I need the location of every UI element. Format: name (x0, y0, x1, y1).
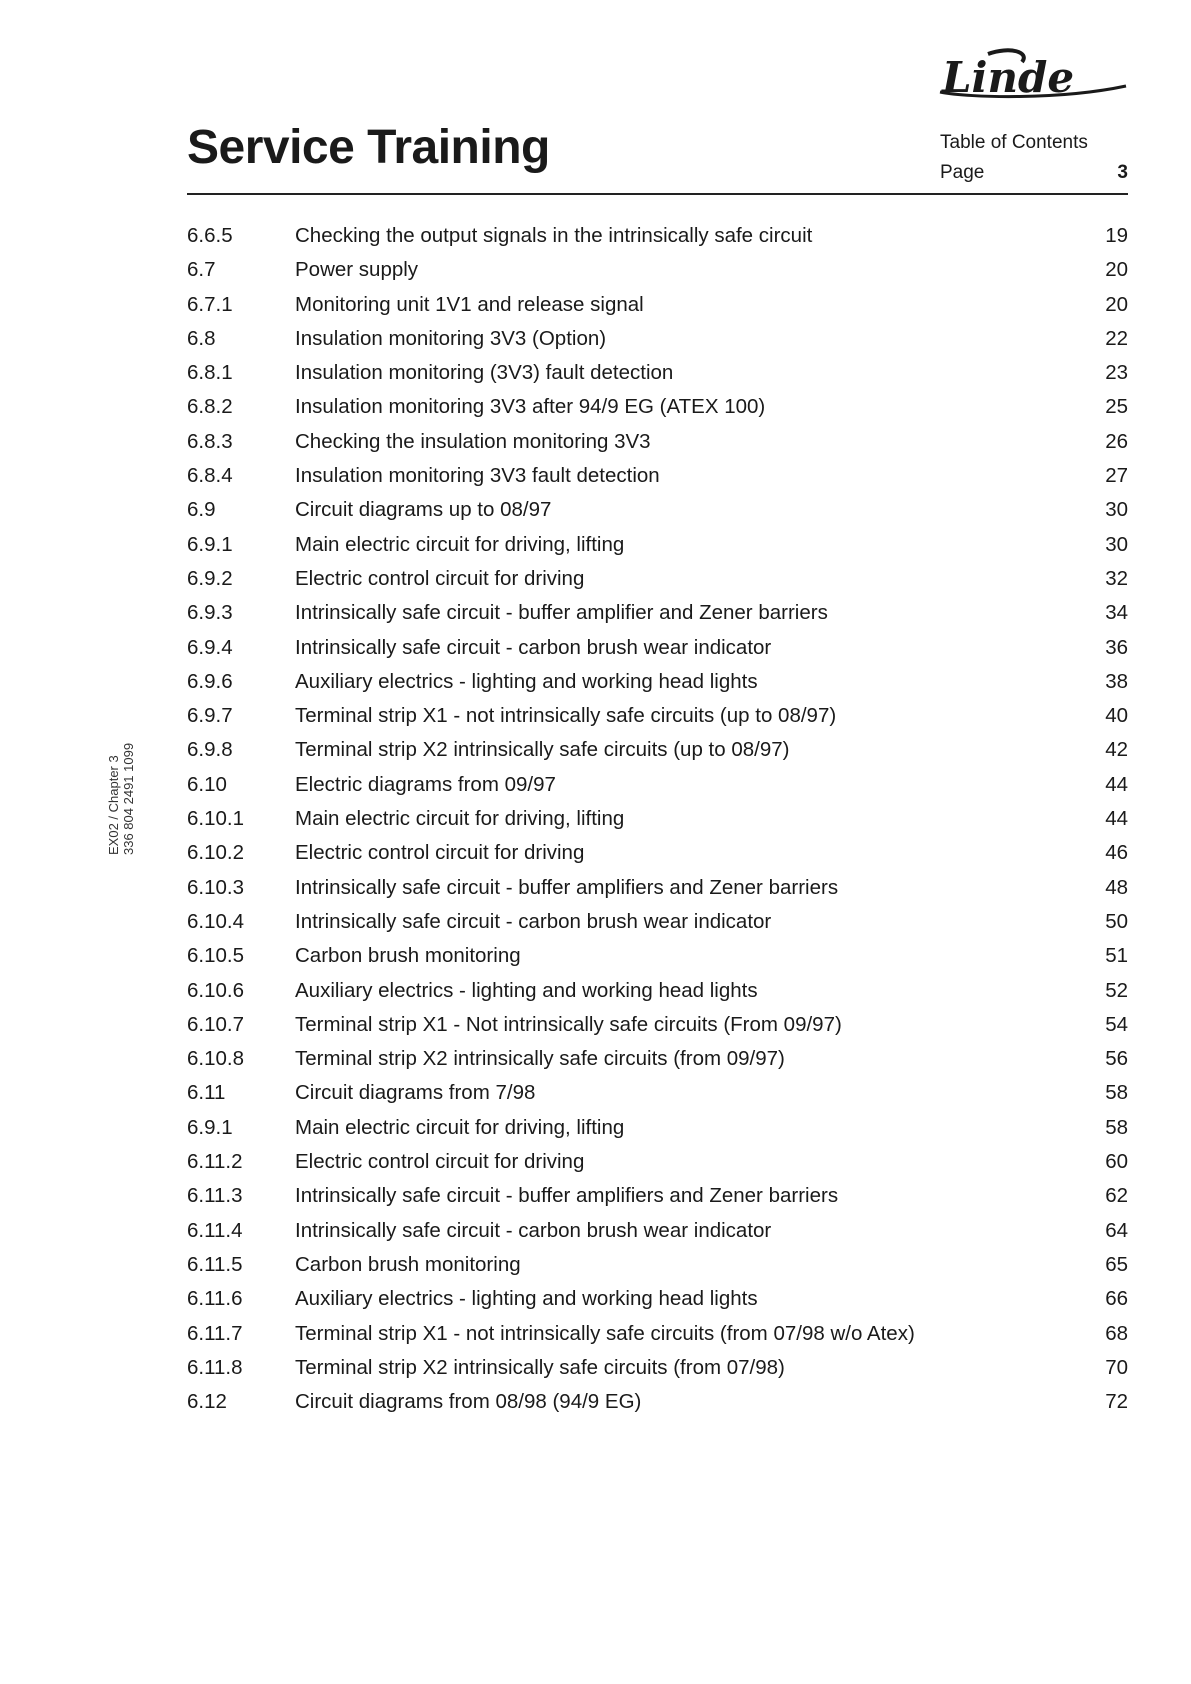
toc-entry-page: 68 (1105, 1321, 1128, 1345)
toc-entry-page: 50 (1105, 909, 1128, 933)
toc-entry-number: 6.9.3 (187, 601, 233, 625)
toc-entry-number: 6.9.6 (187, 669, 233, 693)
toc-entry (187, 910, 1128, 944)
toc-entry-number: 6.8 (187, 326, 216, 350)
toc-entry-number: 6.10.2 (187, 841, 244, 865)
side-note-line-2: 336 804 2491 1099 (121, 742, 136, 855)
toc-entry (187, 1047, 1128, 1081)
toc-entry-title: Electric control circuit for driving (295, 1150, 585, 1174)
toc-entry-page: 60 (1105, 1150, 1128, 1174)
toc-entry-page: 27 (1105, 464, 1128, 488)
toc-entry (187, 361, 1128, 395)
toc-entry (187, 876, 1128, 910)
toc-entry-page: 52 (1105, 978, 1128, 1002)
toc-entry-page: 58 (1105, 1081, 1128, 1105)
toc-entry-page: 58 (1105, 1115, 1128, 1139)
toc-entry-title: Intrinsically safe circuit - buffer amplifiers and Zener barriers (295, 1184, 839, 1208)
toc-entry-title: Circuit diagrams from 08/98 (94/9 EG) (295, 1390, 642, 1414)
toc-entry-page: 40 (1105, 704, 1128, 728)
side-note (106, 743, 136, 855)
toc-entry-title: Intrinsically safe circuit - buffer amplifiers and Zener barriers (295, 875, 839, 899)
toc-entry-number: 6.12 (187, 1390, 227, 1414)
toc-entry-number: 6.8.2 (187, 395, 233, 419)
toc-entry-title: Insulation monitoring 3V3 after 94/9 EG (ATEX 100) (295, 395, 766, 419)
toc-entry-number: 6.9 (187, 498, 216, 522)
toc-entry-number: 6.11.5 (187, 1252, 243, 1276)
toc-entry (187, 224, 1128, 258)
toc-entry (187, 1116, 1128, 1150)
toc-entry-number: 6.11 (187, 1081, 226, 1105)
toc-entry (187, 1287, 1128, 1321)
toc-entry-title: Terminal strip X1 - not intrinsically safe circuits (up to 08/97) (295, 704, 837, 728)
toc-entry (187, 1390, 1128, 1424)
toc-entry (187, 327, 1128, 361)
toc-entry (187, 1253, 1128, 1287)
toc-entry-title: Electric control circuit for driving (295, 841, 585, 865)
section-label: Table of Contents (940, 132, 1088, 153)
toc-entry-number: 6.10.6 (187, 978, 244, 1002)
toc-entry-title: Main electric circuit for driving, lifting (295, 807, 625, 831)
toc-entry-title: Intrinsically safe circuit - carbon brush wear indicator (295, 635, 772, 659)
toc-entry (187, 430, 1128, 464)
toc-entry-page: 46 (1105, 841, 1128, 865)
toc-entry-number: 6.8.3 (187, 429, 233, 453)
page-indicator (940, 162, 1128, 184)
toc-entry-title: Auxiliary electrics - lighting and working head lights (295, 669, 758, 693)
toc-entry (187, 293, 1128, 327)
toc-entry-page: 48 (1105, 875, 1128, 899)
toc-entry-page: 70 (1105, 1355, 1128, 1379)
toc-entry-number: 6.6.5 (187, 224, 233, 247)
side-note-line-1: EX02 / Chapter 3 (106, 755, 121, 855)
toc-entry-page: 64 (1105, 1218, 1128, 1242)
toc-entry-page: 42 (1105, 738, 1128, 762)
toc-entry-page: 65 (1105, 1252, 1128, 1276)
toc-entry-number: 6.11.4 (187, 1218, 243, 1242)
toc-entry-title: Main electric circuit for driving, lifting (295, 1115, 625, 1139)
toc-entry (187, 807, 1128, 841)
toc-entry-page: 26 (1105, 429, 1128, 453)
toc-entry-title: Carbon brush monitoring (295, 944, 521, 968)
toc-entry-page: 30 (1105, 532, 1128, 556)
toc-entry-page: 23 (1105, 361, 1128, 385)
toc-entry-title: Intrinsically safe circuit - buffer amplifier and Zener barriers (295, 601, 828, 625)
toc-entry-title: Carbon brush monitoring (295, 1252, 521, 1276)
toc-entry-number: 6.11.2 (187, 1150, 243, 1174)
toc-entry-title: Electric diagrams from 09/97 (295, 772, 556, 796)
header-divider (187, 193, 1128, 195)
toc-entry-title: Terminal strip X1 - not intrinsically safe circuits (from 07/98 w/o Atex) (295, 1321, 915, 1345)
page-title: Service Training (187, 121, 550, 174)
toc-entry-number: 6.9.8 (187, 738, 233, 762)
toc-entry-number: 6.7 (187, 258, 216, 282)
page-number: 3 (1117, 162, 1128, 183)
toc-entry-title: Insulation monitoring 3V3 (Option) (295, 326, 607, 350)
toc-entry-number: 6.10.5 (187, 944, 244, 968)
toc-entry (187, 1013, 1128, 1047)
toc-entry (187, 533, 1128, 567)
toc-entry-page: 36 (1105, 635, 1128, 659)
svg-text:Linde: Linde (942, 53, 1075, 102)
toc-entry-title: Terminal strip X2 intrinsically safe circuits (from 09/97) (295, 1047, 785, 1071)
toc-entry-title: Terminal strip X2 intrinsically safe circuits (up to 08/97) (295, 738, 790, 762)
toc-entry-title: Auxiliary electrics - lighting and working head lights (295, 978, 758, 1002)
toc-entry (187, 704, 1128, 738)
toc-entry-number: 6.11.6 (187, 1287, 243, 1311)
toc-entry-number: 6.10 (187, 772, 227, 796)
toc-entry-title: Circuit diagrams from 7/98 (295, 1081, 536, 1105)
toc-entry (187, 738, 1128, 772)
toc-entry (187, 464, 1128, 498)
table-of-contents (187, 224, 1128, 1424)
toc-entry (187, 498, 1128, 532)
toc-entry (187, 979, 1128, 1013)
toc-entry (187, 841, 1128, 875)
toc-entry-number: 6.10.1 (187, 807, 244, 831)
toc-entry-number: 6.11.3 (187, 1184, 243, 1208)
page-label: Page (940, 162, 985, 183)
toc-entry-number: 6.8.1 (187, 361, 233, 385)
toc-entry-number: 6.9.1 (187, 532, 233, 556)
toc-entry (187, 1322, 1128, 1356)
toc-entry-page: 25 (1105, 395, 1128, 419)
toc-entry-title: Checking the insulation monitoring 3V3 (295, 429, 651, 453)
toc-entry-title: Checking the output signals in the intrinsically safe circuit (295, 224, 813, 247)
toc-entry-page: 44 (1105, 772, 1128, 796)
toc-entry-page: 62 (1105, 1184, 1128, 1208)
toc-entry-number: 6.10.7 (187, 1012, 244, 1036)
toc-entry-title: Terminal strip X2 intrinsically safe circuits (from 07/98) (295, 1355, 785, 1379)
toc-entry (187, 944, 1128, 978)
toc-entry-page: 19 (1105, 224, 1128, 247)
toc-entry-page: 20 (1105, 292, 1128, 316)
toc-entry-number: 6.8.4 (187, 464, 233, 488)
toc-entry-title: Monitoring unit 1V1 and release signal (295, 292, 644, 316)
toc-entry (187, 1356, 1128, 1390)
toc-entry-page: 56 (1105, 1047, 1128, 1071)
toc-entry-number: 6.11.7 (187, 1321, 243, 1345)
toc-entry-title: Insulation monitoring (3V3) fault detection (295, 361, 674, 385)
toc-entry-page: 66 (1105, 1287, 1128, 1311)
toc-entry (187, 773, 1128, 807)
toc-entry-page: 30 (1105, 498, 1128, 522)
toc-entry (187, 1081, 1128, 1115)
toc-entry-title: Circuit diagrams up to 08/97 (295, 498, 552, 522)
toc-entry (187, 670, 1128, 704)
toc-entry-title: Intrinsically safe circuit - carbon brush wear indicator (295, 1218, 772, 1242)
toc-entry (187, 636, 1128, 670)
toc-entry-number: 6.9.7 (187, 704, 233, 728)
toc-entry-title: Electric control circuit for driving (295, 566, 585, 590)
toc-entry-number: 6.10.8 (187, 1047, 244, 1071)
toc-entry-title: Auxiliary electrics - lighting and working head lights (295, 1287, 758, 1311)
toc-entry (187, 1150, 1128, 1184)
toc-entry-number: 6.9.2 (187, 566, 233, 590)
toc-entry-page: 34 (1105, 601, 1128, 625)
toc-entry-title: Power supply (295, 258, 419, 282)
toc-entry (187, 1219, 1128, 1253)
toc-entry (187, 395, 1128, 429)
toc-entry-number: 6.9.1 (187, 1115, 233, 1139)
toc-entry-page: 72 (1105, 1390, 1128, 1414)
toc-entry (187, 567, 1128, 601)
toc-entry-number: 6.9.4 (187, 635, 233, 659)
toc-entry-page: 20 (1105, 258, 1128, 282)
toc-entry-page: 44 (1105, 807, 1128, 831)
toc-entry-page: 51 (1105, 944, 1128, 968)
toc-entry-page: 38 (1105, 669, 1128, 693)
toc-entry (187, 258, 1128, 292)
toc-entry-title: Main electric circuit for driving, lifting (295, 532, 625, 556)
toc-entry-title: Insulation monitoring 3V3 fault detection (295, 464, 660, 488)
toc-entry-page: 22 (1105, 326, 1128, 350)
toc-entry-page: 32 (1105, 566, 1128, 590)
header-info (940, 132, 1128, 184)
toc-entry-number: 6.10.3 (187, 875, 244, 899)
toc-entry-number: 6.10.4 (187, 909, 244, 933)
linde-logo (930, 46, 1130, 108)
toc-entry-title: Intrinsically safe circuit - carbon brush wear indicator (295, 909, 772, 933)
toc-entry-page: 54 (1105, 1012, 1128, 1036)
toc-entry (187, 1184, 1128, 1218)
toc-entry-title: Terminal strip X1 - Not intrinsically safe circuits (From 09/97) (295, 1012, 842, 1036)
toc-entry-number: 6.7.1 (187, 292, 233, 316)
toc-entry-number: 6.11.8 (187, 1355, 243, 1379)
toc-entry (187, 601, 1128, 635)
